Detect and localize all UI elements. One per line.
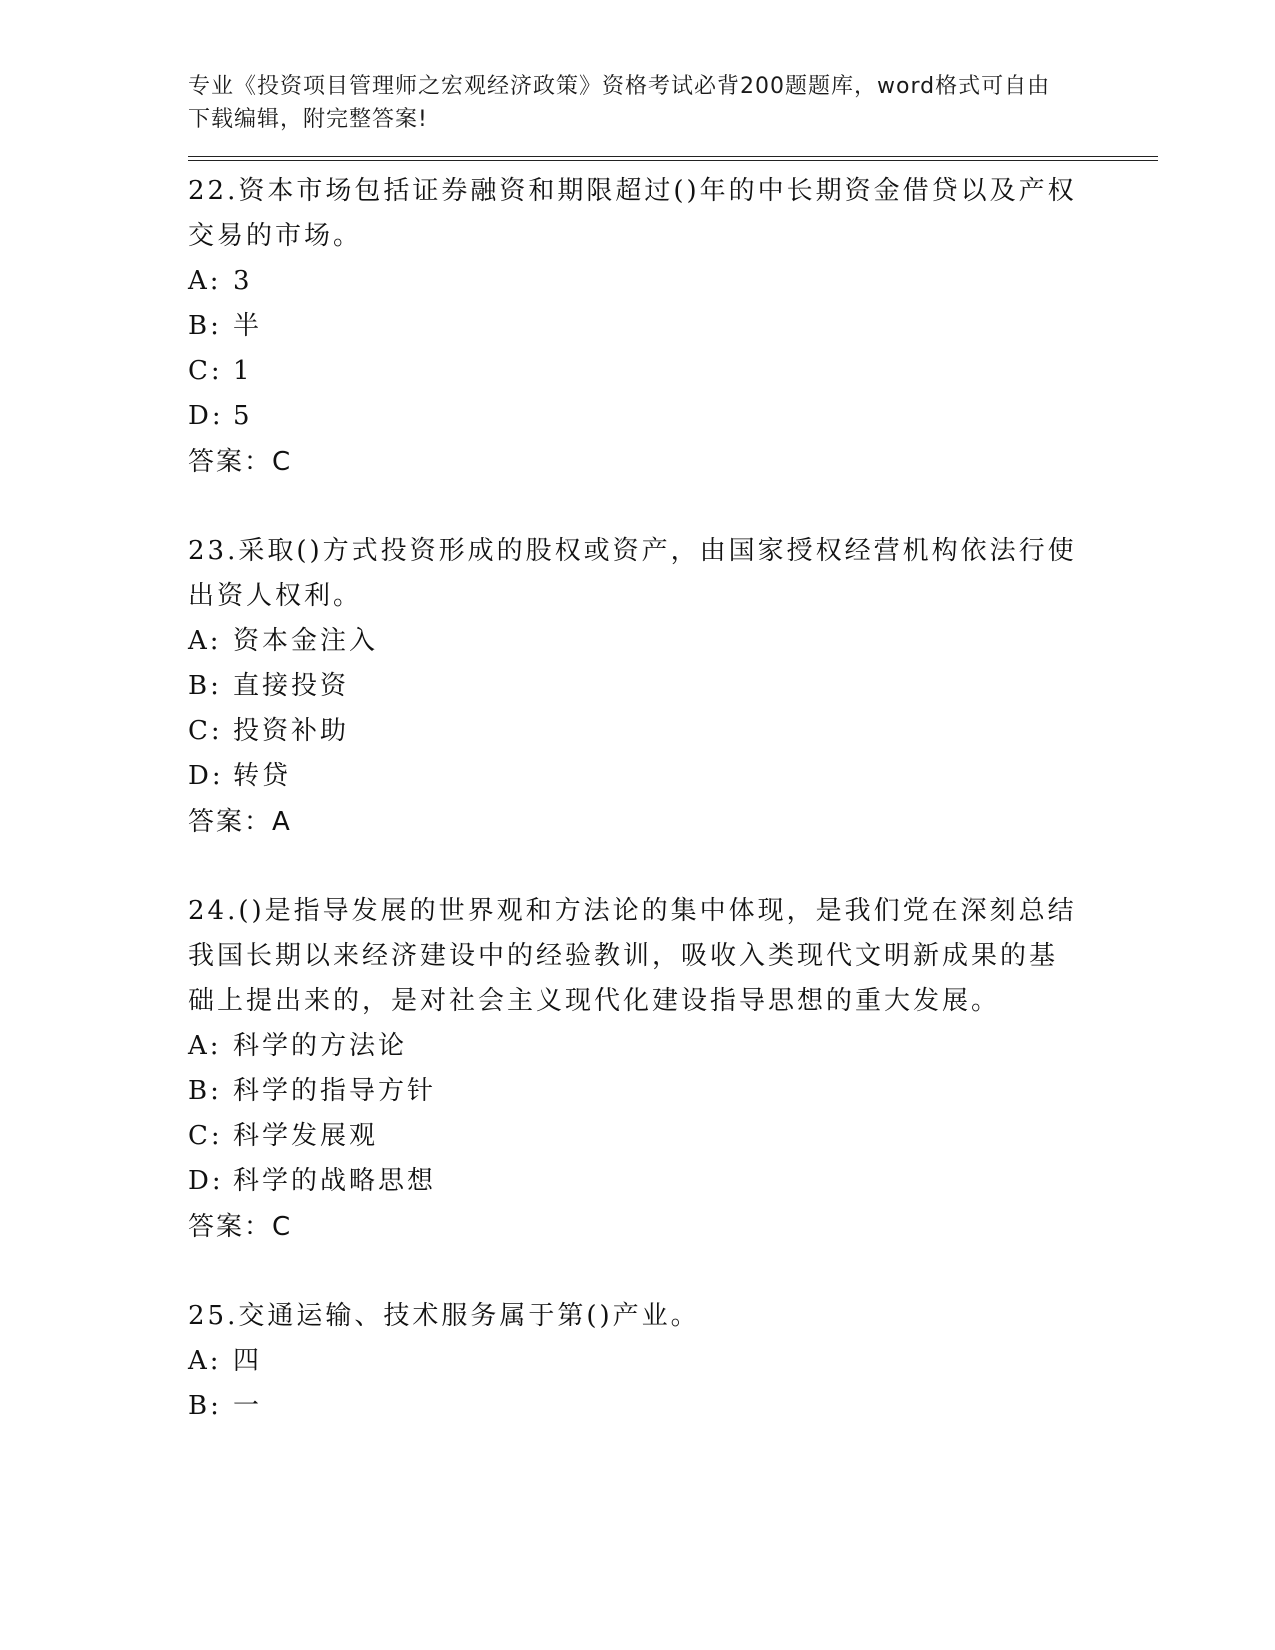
option-text: 科学的战略思想 [233, 1166, 437, 1196]
option-text: 5 [233, 401, 253, 431]
document-page [188, 70, 1158, 1429]
question-stem: 22.资本市场包括证券融资和期限超过()年的中长期资金借贷以及产权交易的市场。 [188, 176, 1077, 251]
option-text: 科学的方法论 [233, 1031, 408, 1061]
question-23 [188, 529, 1158, 845]
option-b [188, 1384, 1158, 1429]
option-letter: A: [188, 1031, 222, 1061]
option-letter: C: [188, 1121, 223, 1151]
question-22 [188, 169, 1158, 485]
option-text: 科学发展观 [233, 1121, 379, 1151]
option-letter: B: [188, 1076, 222, 1106]
question-25 [188, 1294, 1158, 1429]
header-divider [188, 156, 1158, 161]
option-text: 转贷 [233, 761, 292, 791]
option-text: 投资补助 [233, 716, 350, 746]
answer-line: 答案：C [188, 447, 293, 477]
option-letter: D: [188, 761, 224, 791]
answer-line: 答案：C [188, 1212, 293, 1242]
option-d [188, 394, 1158, 439]
option-text: 一 [233, 1391, 263, 1421]
option-letter: B: [188, 311, 222, 341]
option-letter: C: [188, 356, 223, 386]
option-c [188, 709, 1158, 754]
option-letter: D: [188, 1166, 224, 1196]
option-d [188, 754, 1158, 799]
answer-line: 答案：A [188, 807, 292, 837]
option-a [188, 259, 1158, 304]
option-text: 科学的指导方针 [233, 1076, 437, 1106]
option-a [188, 619, 1158, 664]
question-stem: 24.()是指导发展的世界观和方法论的集中体现，是我们党在深刻总结我国长期以来经济建设中的经验教训，吸收入类现代文明新成果的基础上提出来的，是对社会主义现代化建设指导思想的重大发展。 [188, 896, 1077, 1016]
option-b [188, 304, 1158, 349]
option-text: 1 [233, 356, 253, 386]
option-d [188, 1159, 1158, 1204]
option-text: 半 [233, 311, 263, 341]
option-letter: A: [188, 266, 222, 296]
option-letter: A: [188, 1346, 222, 1376]
option-b [188, 1069, 1158, 1114]
document-title: 专业《投资项目管理师之宏观经济政策》资格考试必背200题题库，word格式可自由下载编辑，附完整答案! [188, 74, 1051, 132]
option-b [188, 664, 1158, 709]
option-c [188, 349, 1158, 394]
option-letter: D: [188, 401, 224, 431]
option-letter: C: [188, 716, 223, 746]
option-letter: A: [188, 626, 222, 656]
option-text: 3 [233, 266, 253, 296]
option-letter: B: [188, 1391, 222, 1421]
question-24 [188, 889, 1158, 1250]
option-a [188, 1024, 1158, 1069]
option-letter: B: [188, 671, 222, 701]
option-a [188, 1339, 1158, 1384]
question-stem: 25.交通运输、技术服务属于第()产业。 [188, 1301, 700, 1331]
option-text: 四 [233, 1346, 263, 1376]
option-c [188, 1114, 1158, 1159]
question-stem: 23.采取()方式投资形成的股权或资产，由国家授权经营机构依法行使出资人权利。 [188, 536, 1077, 611]
option-text: 资本金注入 [233, 626, 379, 656]
option-text: 直接投资 [233, 671, 350, 701]
